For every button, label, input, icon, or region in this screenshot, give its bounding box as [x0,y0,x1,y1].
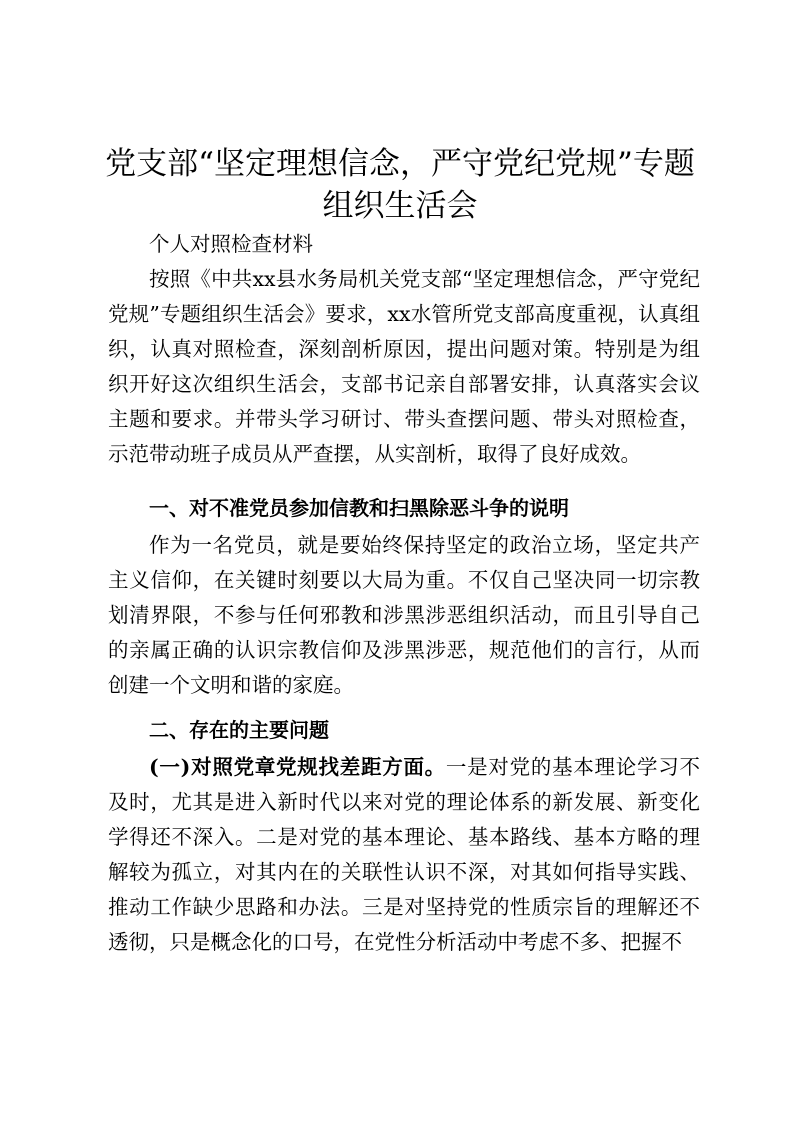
section-1-paragraph: 作为一名党员，就是要始终保持坚定的政治立场，坚定共产主义信仰，在关键时刻要以大局为重。不仅自己坚决同一切宗教划清界限，不参与任何邪教和涉黑涉恶组织活动，而且引导自己的亲属正确的认识宗教信仰及涉黑涉恶，规范他们的言行，从而创建一个文明和谐的家庭。 [108,533,700,698]
document-title-line-1: 党支部“坚定理想信念，严守党纪党规”专题 [105,146,695,182]
intro-paragraph: 按照《中共xx县水务局机关党支部“坚定理想信念，严守党纪党规”专题组织生活会》要求，xx水管所党支部高度重视，认真组织，认真对照检查，深刻剖析原因，提出问题对策。特别是为组织开好这次组织生活会，支部书记亲自部署安排，认真落实会议主题和要求。并带头学习研讨、带头查摆问题、带头对照检查，示范带动班子成员从严查摆，从实剖析，取得了良好成效。 [108,267,700,467]
section-2-paragraph [108,750,700,961]
section-2-body: 一是对党的基本理论学习不及时，尤其是进入新时代以来对党的理论体系的新发展、新变化学得还不深入。二是对党的基本理论、基本路线、基本方略的理解较为孤立，对其内在的关联性认识不深，对其如何指导实践、推动工作缺少思路和办法。三是对坚持党的性质宗旨的理解还不透彻，只是概念化的口号，在党性分析活动中考虑不多、把握不 [108,755,700,955]
section-2-heading: 二、存在的主要问题 [149,718,329,742]
section-1-heading: 一、对不准党员参加信教和扫黑除恶斗争的说明 [149,496,569,520]
section-2-lead: (一)对照党章党规找差距方面。 [149,755,446,779]
document-subtitle: 个人对照检查材料 [149,232,313,256]
document-title-line-2: 组织生活会 [322,188,478,224]
